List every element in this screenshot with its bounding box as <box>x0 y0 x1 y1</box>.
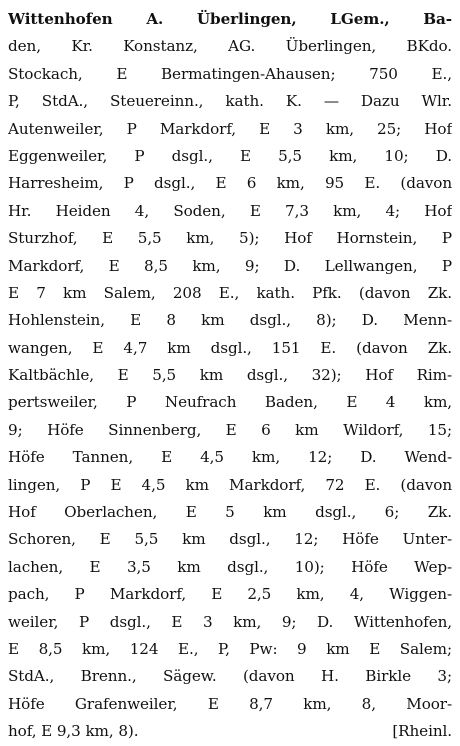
entry-line: Eggenweiler, P dsgl., E 5,5 km, 10; D. <box>8 146 452 165</box>
entry-line: pertsweiler, P Neufrach Baden, E 4 km, <box>8 393 452 412</box>
entry-line: Schoren, E 5,5 km dsgl., 12; Höfe Unter- <box>8 530 452 549</box>
entry-line: wangen, E 4,7 km dsgl., 151 E. (davon Zk. <box>8 338 452 357</box>
entry-line: Stockach, E Bermatingen-Ahausen; 750 E., <box>8 64 452 83</box>
entry-line: Sturzhof, E 5,5 km, 5); Hof Hornstein, P <box>8 229 452 248</box>
entry-line: E 7 km Salem, 208 E., kath. Pfk. (davon Zk. <box>8 283 452 302</box>
entry-line: E 8,5 km, 124 E., P, Pw: 9 km E Salem; <box>8 639 452 658</box>
entry-line: Hof Oberlachen, E 5 km dsgl., 6; Zk. <box>8 503 452 522</box>
entry-line: StdA., Brenn., Sägew. (davon H. Birkle 3; <box>8 667 452 686</box>
entry-line: Hohlenstein, E 8 km dsgl., 8); D. Menn- <box>8 311 452 330</box>
entry-line: pach, P Markdorf, E 2,5 km, 4, Wiggen- <box>8 585 452 604</box>
entry-line: Autenweiler, P Markdorf, E 3 km, 25; Hof <box>8 119 452 138</box>
entry-line: lingen, P E 4,5 km Markdorf, 72 E. (davon <box>8 475 452 494</box>
entry-last-line <box>8 718 452 745</box>
entry-line: Markdorf, E 8,5 km, 9; D. Lellwangen, P <box>8 256 452 275</box>
entry-line: P, StdA., Steuereinn., kath. K. — Dazu Wlr. <box>8 92 452 111</box>
next-entry-continuation: [Rheinl. <box>392 722 452 741</box>
entry-line: weiler, P dsgl., E 3 km, 9; D. Wittenhofen, <box>8 612 452 631</box>
entry-line: 9; Höfe Sinnenberg, E 6 km Wildorf, 15; <box>8 420 452 439</box>
entry-line: Harresheim, P dsgl., E 6 km, 95 E. (davon <box>8 174 452 193</box>
entry-line: lachen, E 3,5 km dsgl., 10); Höfe Wep- <box>8 557 452 576</box>
entry-line: Höfe Grafenweiler, E 8,7 km, 8, Moor- <box>8 694 452 713</box>
entry-line: Hr. Heiden 4, Soden, E 7,3 km, 4; Hof <box>8 201 452 220</box>
entry-line: Höfe Tannen, E 4,5 km, 12; D. Wend- <box>8 448 452 467</box>
entry-line: den, Kr. Konstanz, AG. Überlingen, BKdo. <box>8 37 452 56</box>
entry-line: Kaltbächle, E 5,5 km dsgl., 32); Hof Rim- <box>8 366 452 385</box>
entry-headword-line: Wittenhofen A. Überlingen, LGem., Ba- <box>8 10 452 28</box>
gazetteer-entry-wittenhofen <box>8 6 452 746</box>
entry-line-text: hof, E 9,3 km, 8). <box>8 722 139 741</box>
entry-line <box>8 6 452 33</box>
